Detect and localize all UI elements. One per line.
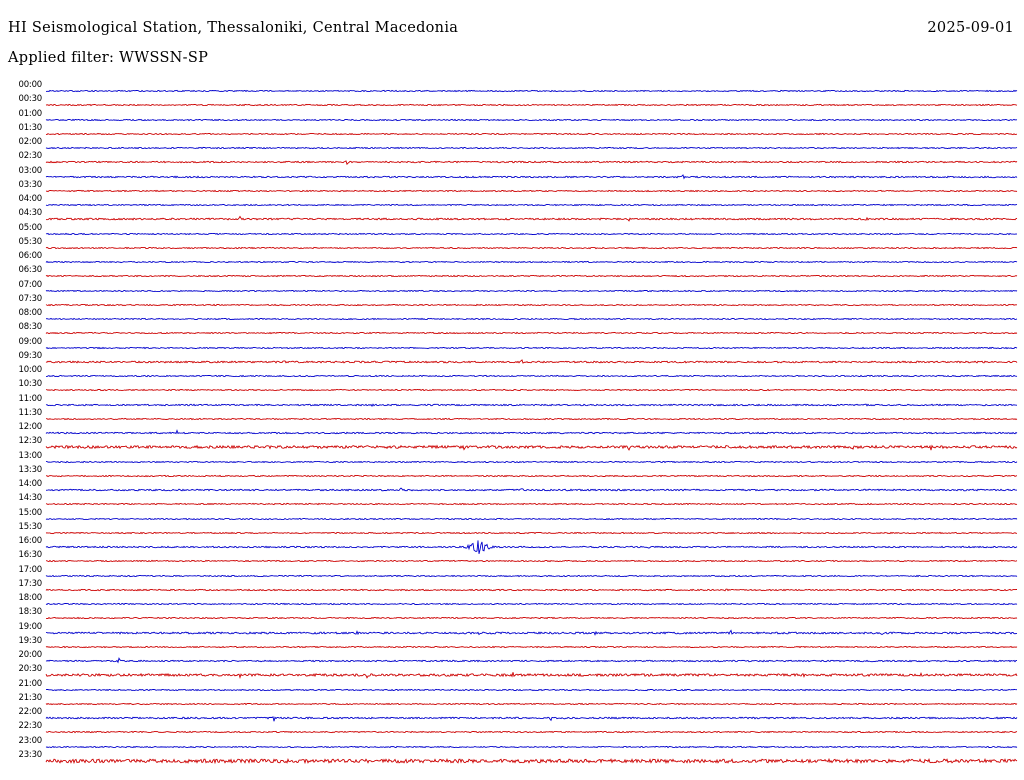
- seismic-trace: [46, 255, 1018, 269]
- seismic-trace: [46, 754, 1018, 768]
- seismic-trace: [46, 170, 1018, 184]
- time-tick-label: 10:00: [18, 365, 42, 375]
- seismic-trace: [46, 583, 1018, 597]
- seismic-trace: [46, 355, 1018, 369]
- trace-row: [18, 122, 1018, 141]
- time-tick-label: 15:30: [18, 521, 42, 532]
- trace-row: [18, 322, 1018, 340]
- seismogram-plot: [18, 80, 1018, 768]
- trace-row: [18, 707, 1018, 725]
- seismic-trace: [46, 369, 1018, 383]
- seismic-trace: [46, 512, 1018, 526]
- trace-row: [18, 151, 1018, 169]
- trace-row: [18, 749, 1018, 768]
- seismic-trace: [46, 683, 1018, 697]
- time-tick-label: 21:30: [18, 692, 42, 703]
- trace-row: [18, 293, 1018, 312]
- time-tick-label: 08:30: [18, 322, 42, 333]
- seismic-trace: [46, 569, 1018, 583]
- trace-row: [18, 251, 1018, 269]
- time-tick-label: 02:30: [18, 151, 42, 162]
- time-tick-label: 05:30: [18, 236, 42, 247]
- time-tick-label: 03:00: [18, 165, 42, 176]
- trace-row: [18, 493, 1018, 511]
- seismic-trace: [46, 341, 1018, 355]
- time-tick-label: 20:00: [18, 650, 42, 660]
- time-tick-label: 11:30: [18, 407, 42, 418]
- trace-row: [18, 450, 1018, 469]
- trace-row: [18, 635, 1018, 654]
- time-tick-label: 04:30: [18, 208, 42, 219]
- seismic-trace: [46, 198, 1018, 212]
- trace-row: [18, 365, 1018, 383]
- trace-row: [18, 279, 1018, 298]
- applied-filter-label: Applied filter: WWSSN-SP: [8, 50, 209, 66]
- time-tick-label: 12:00: [18, 422, 42, 432]
- time-tick-label: 19:00: [18, 621, 42, 632]
- time-tick-label: 06:00: [18, 251, 42, 261]
- seismic-trace: [46, 383, 1018, 397]
- trace-row: [18, 692, 1018, 711]
- seismic-trace: [46, 212, 1018, 226]
- trace-row: [18, 393, 1018, 412]
- seismic-trace: [46, 455, 1018, 469]
- time-tick-label: 13:00: [18, 450, 42, 461]
- seismic-trace: [46, 740, 1018, 754]
- page-title: HI Seismological Station, Thessaloniki, Central Macedonia: [8, 20, 459, 36]
- time-tick-label: 23:30: [18, 749, 42, 760]
- seismic-trace: [46, 412, 1018, 426]
- time-tick-label: 04:00: [18, 194, 42, 204]
- trace-row: [18, 236, 1018, 255]
- time-tick-label: 00:00: [18, 80, 42, 90]
- time-tick-label: 07:30: [18, 293, 42, 304]
- time-tick-label: 16:00: [18, 536, 42, 546]
- seismic-trace: [46, 426, 1018, 440]
- time-tick-label: 13:30: [18, 464, 42, 475]
- time-tick-label: 12:30: [18, 436, 42, 447]
- seismic-trace: [46, 113, 1018, 127]
- chart-header: [0, 0, 1024, 72]
- time-tick-label: 17:00: [18, 564, 42, 575]
- trace-row: [18, 194, 1018, 212]
- time-tick-label: 10:30: [18, 379, 42, 390]
- time-tick-label: 01:30: [18, 122, 42, 133]
- trace-row: [18, 521, 1018, 540]
- seismic-trace: [46, 398, 1018, 412]
- seismic-trace: [46, 469, 1018, 483]
- seismic-trace: [46, 725, 1018, 739]
- trace-row: [18, 407, 1018, 426]
- seismic-trace: [46, 440, 1018, 454]
- trace-row: [18, 80, 1018, 98]
- trace-row: [18, 664, 1018, 682]
- time-tick-label: 16:30: [18, 550, 42, 561]
- trace-row: [18, 735, 1018, 754]
- time-tick-label: 05:00: [18, 222, 42, 233]
- time-tick-label: 17:30: [18, 578, 42, 589]
- trace-row: [18, 550, 1018, 568]
- trace-row: [18, 721, 1018, 739]
- time-tick-label: 11:00: [18, 393, 42, 404]
- record-date: 2025-09-01: [927, 20, 1014, 36]
- seismic-trace: [46, 127, 1018, 141]
- trace-row: [18, 308, 1018, 326]
- trace-row: [18, 379, 1018, 397]
- time-tick-label: 21:00: [18, 678, 42, 689]
- time-tick-label: 20:30: [18, 664, 42, 675]
- seismic-trace: [46, 697, 1018, 711]
- time-tick-label: 14:30: [18, 493, 42, 504]
- trace-row: [18, 208, 1018, 226]
- time-tick-label: 01:00: [18, 108, 42, 119]
- trace-row: [18, 607, 1018, 625]
- trace-row: [18, 336, 1018, 355]
- seismic-trace: [46, 184, 1018, 198]
- time-tick-label: 22:30: [18, 721, 42, 732]
- time-tick-label: 19:30: [18, 635, 42, 646]
- seismic-trace: [46, 284, 1018, 298]
- time-tick-label: 08:00: [18, 308, 42, 318]
- seismic-trace: [46, 654, 1018, 668]
- seismic-trace: [46, 597, 1018, 611]
- seismic-trace: [46, 626, 1018, 640]
- trace-row: [18, 222, 1018, 241]
- time-tick-label: 23:00: [18, 735, 42, 746]
- time-tick-label: 09:30: [18, 350, 42, 361]
- trace-row: [18, 464, 1018, 483]
- time-tick-label: 18:00: [18, 593, 42, 603]
- seismic-trace: [46, 711, 1018, 725]
- trace-row: [18, 678, 1018, 697]
- seismic-trace: [46, 312, 1018, 326]
- time-tick-label: 18:30: [18, 607, 42, 618]
- seismic-trace: [46, 298, 1018, 312]
- time-tick-label: 07:00: [18, 279, 42, 290]
- trace-row: [18, 507, 1018, 526]
- seismic-trace: [46, 84, 1018, 98]
- seismic-trace: [46, 483, 1018, 497]
- time-tick-label: 15:00: [18, 507, 42, 518]
- trace-row: [18, 265, 1018, 283]
- seismic-trace: [46, 640, 1018, 654]
- trace-row: [18, 165, 1018, 184]
- trace-row: [18, 179, 1018, 198]
- time-tick-label: 03:30: [18, 179, 42, 190]
- seismic-trace: [46, 227, 1018, 241]
- seismic-trace: [46, 98, 1018, 112]
- trace-row: [18, 564, 1018, 583]
- time-tick-label: 06:30: [18, 265, 42, 276]
- trace-row: [18, 479, 1018, 497]
- seismic-trace: [46, 668, 1018, 682]
- seismic-trace: [46, 554, 1018, 568]
- trace-row: [18, 536, 1018, 554]
- trace-row: [18, 436, 1018, 454]
- time-tick-label: 09:00: [18, 336, 42, 347]
- seismic-trace: [46, 269, 1018, 283]
- seismic-trace: [46, 141, 1018, 155]
- seismic-trace: [46, 540, 1018, 554]
- seismic-trace: [46, 326, 1018, 340]
- trace-row: [18, 578, 1018, 597]
- trace-row: [18, 593, 1018, 611]
- trace-row: [18, 108, 1018, 127]
- time-tick-label: 00:30: [18, 94, 42, 105]
- trace-row: [18, 350, 1018, 369]
- time-tick-label: 02:00: [18, 137, 42, 147]
- seismic-trace: [46, 155, 1018, 169]
- trace-row: [18, 137, 1018, 155]
- trace-row: [18, 621, 1018, 640]
- trace-row: [18, 94, 1018, 112]
- seismic-trace: [46, 611, 1018, 625]
- seismic-trace: [46, 497, 1018, 511]
- seismic-trace: [46, 241, 1018, 255]
- trace-row: [18, 650, 1018, 668]
- time-tick-label: 22:00: [18, 707, 42, 717]
- seismic-trace: [46, 526, 1018, 540]
- trace-row: [18, 422, 1018, 440]
- time-tick-label: 14:00: [18, 479, 42, 489]
